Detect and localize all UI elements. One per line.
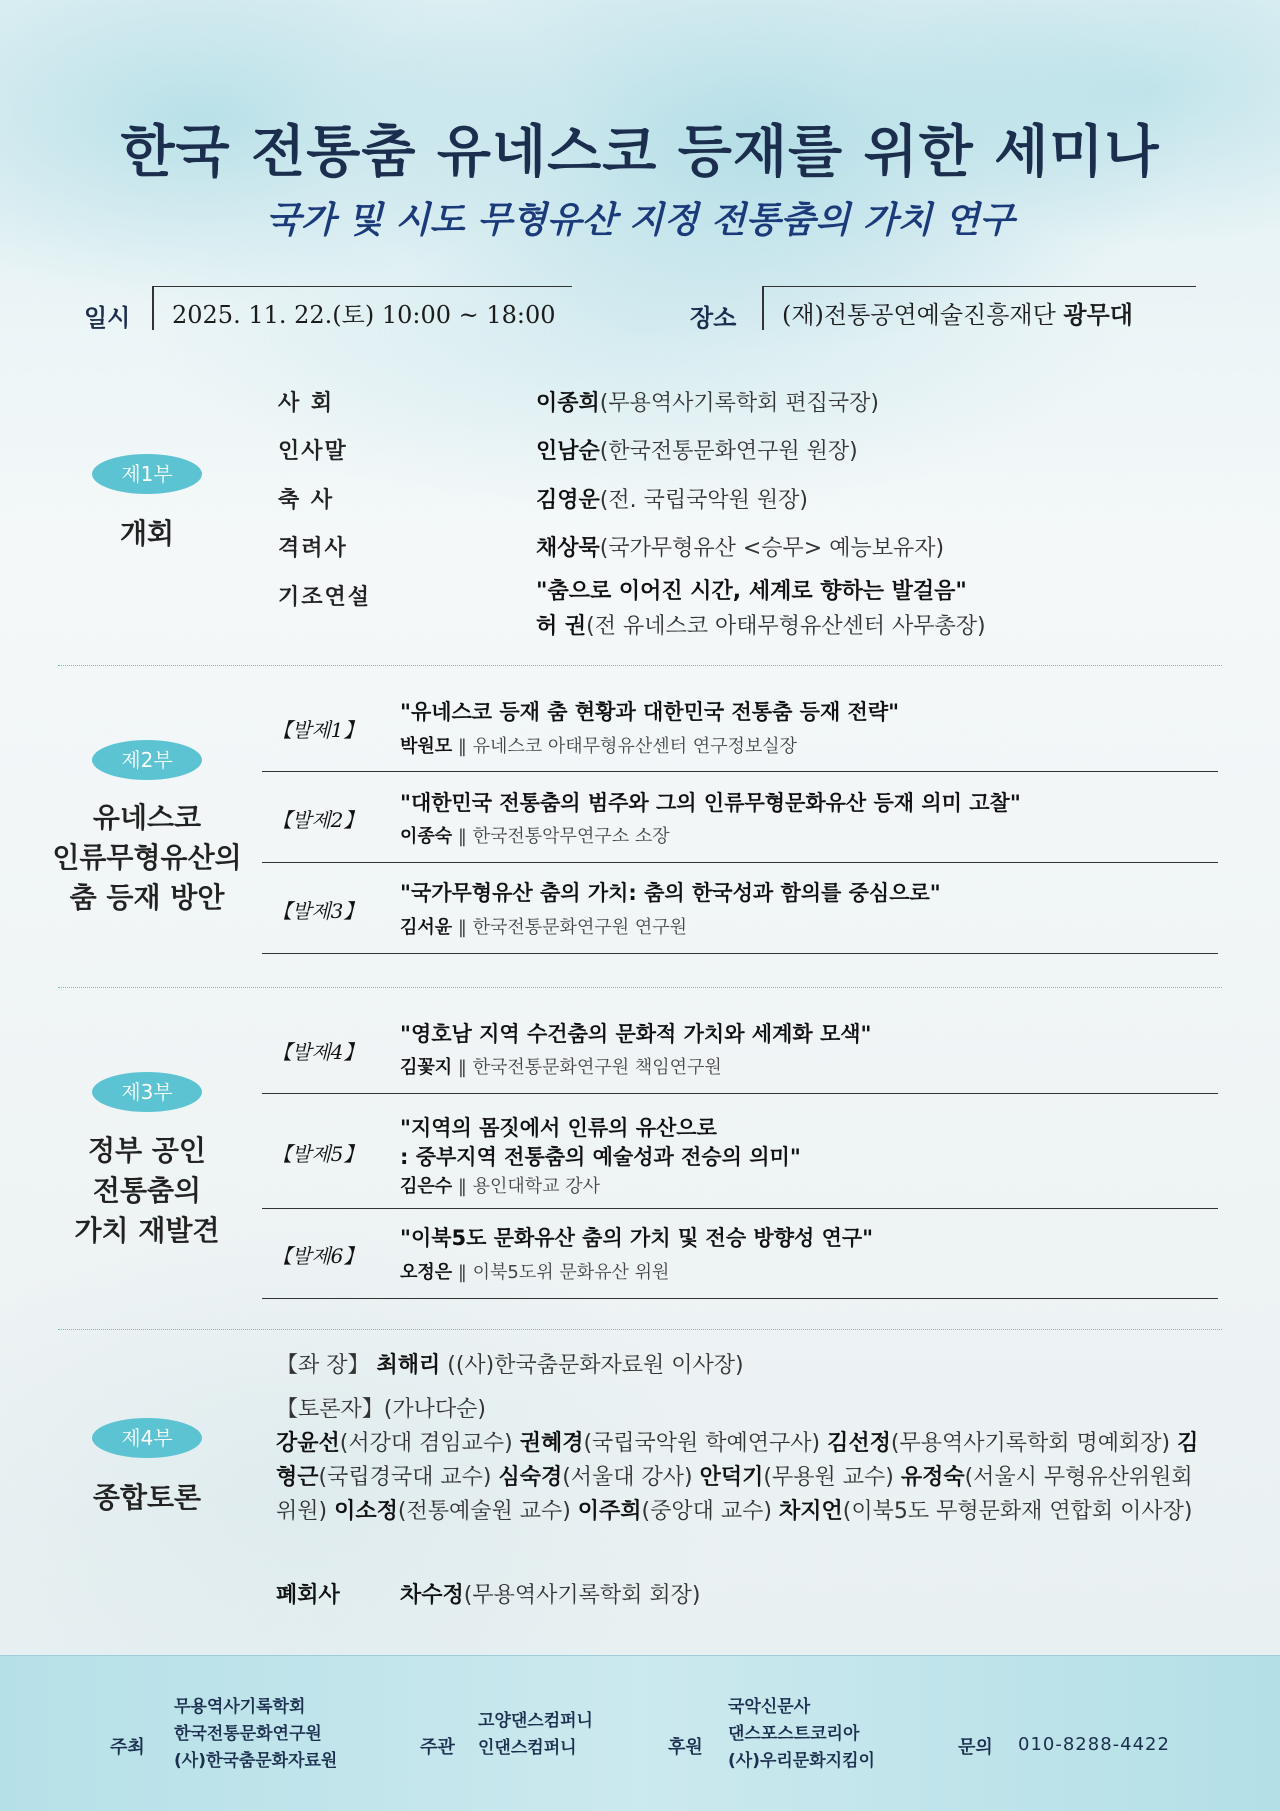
talk1-title: "유네스코 등재 춤 현황과 대한민국 전통춤 등재 전략" — [400, 700, 900, 724]
talk1-presenter — [400, 732, 797, 758]
part1-row1-name: 이종희 — [536, 391, 600, 416]
part3-badge: 제3부 — [92, 1072, 202, 1112]
row-divider — [262, 953, 1218, 954]
panelist-name: 강윤선 — [276, 1431, 340, 1456]
part2-title-1: 유네스코 — [92, 801, 202, 834]
section-divider — [58, 987, 1222, 988]
sponsor-item: (사)우리문화지킴이 — [728, 1751, 875, 1771]
part1-row4-value — [536, 531, 944, 562]
part1-row2-desc: (한국전통문화연구원 원장) — [599, 439, 858, 464]
part4-title: 종합토론 — [92, 1481, 202, 1514]
closing-name: 차수정 — [400, 1583, 464, 1608]
row-divider — [262, 862, 1218, 863]
panelist-desc: (중앙대 교수) — [641, 1499, 779, 1524]
host-item: 한국전통문화연구원 — [174, 1724, 322, 1744]
date-label: 일시 — [84, 304, 131, 332]
chair-label: 【좌 장】 — [276, 1353, 370, 1378]
panelist-desc: (전통예술원 교수) — [397, 1499, 578, 1524]
part1-row1-desc: (무용역사기록학회 편집국장) — [599, 391, 879, 416]
talk6-presenter-name: 오정은 — [400, 1262, 453, 1283]
part1-row4-name: 채상묵 — [536, 536, 600, 561]
panelist-name: 이소정 — [334, 1499, 398, 1524]
sponsor-label: 후원 — [668, 1737, 703, 1758]
talk4-presenter — [400, 1053, 722, 1079]
keynote-label: 기조연설 — [278, 585, 372, 610]
talk2-affil: ‖ 한국전통악무연구소 소장 — [452, 826, 670, 847]
part1-row3-value — [536, 483, 808, 514]
venue-value — [762, 286, 1196, 330]
talk6-title: "이북5도 문화유산 춤의 가치 및 전승 방향성 연구" — [400, 1226, 874, 1250]
panelist-desc: (국립경국대 교수) — [318, 1465, 499, 1490]
panelist-desc: (무용원 교수) — [763, 1465, 901, 1490]
panelist-name: 심숙경 — [498, 1465, 563, 1490]
talk5-presenter — [400, 1172, 600, 1198]
keynote-title: "춤으로 이어진 시간, 세계로 향하는 발걸음" — [536, 579, 967, 604]
page-title: 한국 전통춤 유네스코 등재를 위한 세미나 — [120, 120, 1160, 185]
talk1-affil: ‖ 유네스코 아태무형유산센터 연구정보실장 — [452, 736, 798, 757]
talk4-tag: 【발제4】 — [272, 1040, 364, 1064]
talk5-title-line2: : 중부지역 전통춤의 예술성과 전승의 의미" — [400, 1145, 801, 1169]
talk2-tag: 【발제2】 — [272, 808, 364, 832]
talk4-title: "영호남 지역 수건춤의 문화적 가치와 세계화 모색" — [400, 1022, 872, 1046]
venue-bold: 광무대 — [1063, 300, 1133, 329]
talk1-presenter-name: 박원모 — [400, 736, 453, 757]
panelist-name: 김선정 — [827, 1431, 891, 1456]
talk6-affil: ‖ 이북5도위 문화유산 위원 — [452, 1262, 670, 1283]
part1-row1-label: 사 회 — [278, 391, 335, 416]
panel-header — [276, 1393, 486, 1427]
host-list — [174, 1694, 337, 1775]
closing-speaker — [400, 1579, 700, 1613]
keynote-name: 허 권 — [536, 614, 587, 639]
organizer-item: 인댄스컴퍼니 — [478, 1738, 577, 1758]
part1-row4-label: 격려사 — [278, 536, 348, 561]
organizer-item: 고양댄스컴퍼니 — [478, 1711, 593, 1731]
part2-title-3: 춤 등재 방안 — [69, 881, 225, 914]
part1-row3-name: 김영운 — [536, 488, 600, 513]
closing-desc: (무용역사기록학회 회장) — [463, 1583, 701, 1608]
panelist-desc: (무용역사기록학회 명예회장) — [890, 1431, 1178, 1456]
keynote-speaker — [536, 609, 986, 640]
row-divider — [262, 1298, 1218, 1299]
panelist-name: 안덕기 — [699, 1465, 764, 1490]
panelist-desc: (서강대 겸임교수) — [339, 1431, 520, 1456]
panelist-name: 차지언 — [778, 1499, 843, 1524]
row-divider — [262, 1208, 1218, 1209]
contact-phone: 010-8288-4422 — [1018, 1734, 1170, 1755]
talk3-affil: ‖ 한국전통문화연구원 연구원 — [452, 917, 687, 938]
part1-row2-name: 인남순 — [536, 439, 600, 464]
closing-label: 폐회사 — [276, 1583, 340, 1608]
talk2-title: "대한민국 전통춤의 범주와 그의 인류무형문화유산 등재 의미 고찰" — [400, 791, 1021, 815]
part1-badge: 제1부 — [92, 454, 202, 494]
section-divider — [58, 1329, 1222, 1330]
panelist-name: 김형근 — [276, 1431, 1199, 1490]
talk4-affil: ‖ 한국전통문화연구원 책임연구원 — [452, 1057, 722, 1078]
closing-line — [276, 1579, 340, 1613]
panelist-desc: (서울대 강사) — [562, 1465, 700, 1490]
date-value: 2025. 11. 22.(토) 10:00 ~ 18:00 — [152, 286, 572, 330]
part2-badge: 제2부 — [92, 740, 202, 780]
part3-title-3: 가치 재발견 — [74, 1214, 220, 1247]
part2-title-2: 인류무형유산의 — [52, 841, 242, 874]
section-divider — [58, 665, 1222, 666]
row-divider — [262, 1093, 1218, 1094]
page-subtitle: 국가 및 시도 무형유산 지정 전통춤의 가치 연구 — [265, 200, 1015, 241]
talk3-title: "국가무형유산 춤의 가치: 춤의 한국성과 함의를 중심으로" — [400, 881, 941, 905]
keynote-desc: (전 유네스코 아태무형유산센터 사무총장) — [586, 614, 986, 639]
part1-row3-desc: (전. 국립국악원 원장) — [599, 488, 808, 513]
chair-desc: ((사)한국춤문화자료원 이사장) — [440, 1353, 744, 1378]
part4-badge: 제4부 — [92, 1418, 202, 1458]
chair-line — [276, 1349, 744, 1383]
talk3-tag: 【발제3】 — [272, 899, 364, 923]
sponsor-list — [728, 1694, 875, 1775]
part1-row2-label: 인사말 — [278, 439, 348, 464]
organizer-list — [478, 1708, 593, 1762]
panel-label: 【토론자】 — [276, 1397, 384, 1422]
part1-row2-value — [536, 434, 858, 465]
talk2-presenter-name: 이종숙 — [400, 826, 453, 847]
talk5-title: "지역의 몸짓에서 인류의 유산으로 — [400, 1116, 717, 1140]
host-item: (사)한국춤문화자료원 — [174, 1751, 338, 1771]
talk1-tag: 【발제1】 — [272, 718, 364, 742]
part3-title-2: 전통춤의 — [92, 1174, 202, 1207]
panelist-list — [276, 1427, 1216, 1529]
part1-row4-desc: (국가무형유산 <승무> 예능보유자) — [599, 536, 945, 561]
part1-row1-value — [536, 386, 879, 417]
panel-note: (가나다순) — [383, 1397, 486, 1422]
panelist-desc: (서울시 무형유산위원회 위원) — [276, 1465, 1193, 1524]
footer — [0, 1655, 1280, 1811]
talk5-tag: 【발제5】 — [272, 1142, 364, 1166]
talk5-affil: ‖ 용인대학교 강사 — [452, 1176, 601, 1197]
sponsor-item: 댄스포스트코리아 — [728, 1724, 860, 1744]
talk6-tag: 【발제6】 — [272, 1244, 364, 1268]
organizer-label: 주관 — [420, 1737, 455, 1758]
panelist-desc: (국립국악원 학예연구사) — [583, 1431, 828, 1456]
talk6-presenter — [400, 1258, 669, 1284]
talk4-presenter-name: 김꽃지 — [400, 1057, 453, 1078]
part1-title: 개회 — [119, 517, 175, 550]
part3-title-1: 정부 공인 — [88, 1134, 206, 1167]
talk5-presenter-name: 김은수 — [400, 1176, 453, 1197]
panelist-name: 권혜경 — [519, 1431, 584, 1456]
venue-label: 장소 — [690, 304, 737, 332]
talk3-presenter — [400, 913, 687, 939]
panelist-name: 유정숙 — [900, 1465, 965, 1490]
host-item: 무용역사기록학회 — [174, 1697, 306, 1717]
talk2-presenter — [400, 822, 670, 848]
talk3-presenter-name: 김서윤 — [400, 917, 453, 938]
contact-label: 문의 — [958, 1737, 993, 1758]
chair-name: 최해리 — [376, 1353, 441, 1378]
venue-text: (재)전통공연예술진흥재단 — [782, 301, 1064, 329]
part1-row3-label: 축 사 — [278, 488, 335, 513]
panelist-desc: (이북5도 무형문화재 연합회 이사장) — [842, 1499, 1193, 1524]
host-label: 주최 — [110, 1737, 145, 1758]
sponsor-item: 국악신문사 — [728, 1697, 811, 1717]
row-divider — [262, 771, 1218, 772]
panelist-name: 이주희 — [577, 1499, 642, 1524]
